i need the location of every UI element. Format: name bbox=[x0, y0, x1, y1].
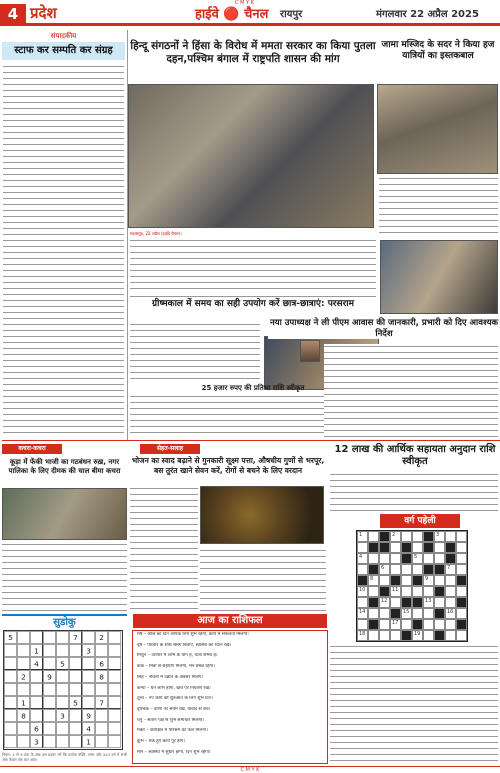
sudoku-cell[interactable] bbox=[108, 709, 121, 722]
sudoku-cell[interactable] bbox=[43, 709, 56, 722]
sudoku-cell[interactable] bbox=[4, 722, 17, 735]
sudoku-cell[interactable] bbox=[95, 644, 108, 657]
pm-awas-body bbox=[324, 344, 498, 440]
sudoku-cell[interactable] bbox=[69, 683, 82, 696]
sudoku-cell[interactable]: 5 bbox=[4, 631, 17, 644]
sudoku-cell[interactable] bbox=[69, 709, 82, 722]
sudoku-cell[interactable]: 3 bbox=[30, 735, 43, 748]
health-body-2 bbox=[200, 548, 326, 612]
sudoku-cell[interactable] bbox=[17, 644, 30, 657]
sudoku-cell[interactable] bbox=[56, 722, 69, 735]
sudoku-cell[interactable]: 9 bbox=[43, 670, 56, 683]
prize-headline: 25 हजार रुपए की प्रतिभा राशि स्वीकृत bbox=[201, 384, 305, 392]
sudoku-cell[interactable] bbox=[43, 722, 56, 735]
sudoku-cell[interactable] bbox=[4, 735, 17, 748]
crossword-grid: 1 2 3 4 5 6 7 8 9 10 11 12 13 14 15 16 17 18 19 bbox=[356, 530, 468, 642]
editorial-label: संपादकीय bbox=[50, 32, 77, 40]
waste-body bbox=[2, 542, 127, 612]
section-title: प्रदेश bbox=[30, 4, 57, 22]
sudoku-cell[interactable]: 7 bbox=[69, 631, 82, 644]
sudoku-cell[interactable]: 8 bbox=[17, 709, 30, 722]
sudoku-cell[interactable]: 2 bbox=[95, 631, 108, 644]
crossword-clues bbox=[330, 644, 498, 764]
horoscope-item: वृष – परिवार के साथ समय बिताएं, स्वास्थ्य का ध्यान रखें। bbox=[137, 642, 232, 648]
pm-awas-headline: नया उपाध्यक्ष ने ली पीएम आवास की जानकारी, प्रभारी को दिए आवश्यक निर्देश bbox=[269, 318, 499, 339]
sudoku-cell[interactable] bbox=[43, 657, 56, 670]
sudoku-cell[interactable] bbox=[17, 657, 30, 670]
sudoku-cell[interactable] bbox=[108, 722, 121, 735]
lead-dateline: महासमुंद, 22 अप्रैल (हाईवे चैनल)। bbox=[130, 231, 182, 236]
sudoku-cell[interactable] bbox=[43, 696, 56, 709]
sudoku-cell[interactable] bbox=[82, 670, 95, 683]
sudoku-cell[interactable]: 6 bbox=[95, 657, 108, 670]
sudoku-cell[interactable] bbox=[95, 722, 108, 735]
city-name: रायपुर bbox=[280, 9, 303, 20]
editorial-title: स्टाफ कर सम्पति कर संग्रह bbox=[2, 42, 125, 60]
sudoku-cell[interactable] bbox=[82, 696, 95, 709]
editorial-body bbox=[3, 64, 124, 436]
waste-headline: कूड़ा में फेंकी भाजी का गठबंधन रुख़, नगर पालिका के लिए दीमक की चाल बीमा कचरा bbox=[2, 458, 127, 476]
sudoku-cell[interactable] bbox=[4, 657, 17, 670]
sudoku-cell[interactable] bbox=[43, 683, 56, 696]
horoscope-list bbox=[132, 630, 328, 764]
horoscope-item: कन्या – धन लाभ होगा, खर्च पर नियंत्रण रखें। bbox=[137, 685, 211, 691]
sudoku-cell[interactable]: 5 bbox=[56, 657, 69, 670]
aid-headline: 12 लाख की आर्थिक सहायता अनुदान राशि स्वीकृत bbox=[334, 444, 496, 467]
health-photo bbox=[200, 486, 324, 544]
sudoku-cell[interactable]: 1 bbox=[30, 644, 43, 657]
sudoku-cell[interactable] bbox=[56, 683, 69, 696]
sudoku-cell[interactable] bbox=[43, 735, 56, 748]
sudoku-cell[interactable] bbox=[4, 644, 17, 657]
sudoku-cell[interactable] bbox=[82, 657, 95, 670]
sudoku-cell[interactable] bbox=[56, 735, 69, 748]
aid-body bbox=[330, 472, 498, 512]
sudoku-cell[interactable] bbox=[95, 735, 108, 748]
sudoku-cell[interactable] bbox=[108, 683, 121, 696]
sudoku-cell[interactable] bbox=[17, 683, 30, 696]
sudoku-cell[interactable] bbox=[4, 670, 17, 683]
horoscope-item: सिंह – नौकरी में उन्नति के अवसर मिलेंगे। bbox=[137, 674, 203, 680]
sudoku-cell[interactable] bbox=[108, 644, 121, 657]
health-body bbox=[130, 486, 198, 612]
sudoku-cell[interactable]: 8 bbox=[95, 670, 108, 683]
group-photo bbox=[380, 240, 498, 314]
sudoku-cell[interactable]: 3 bbox=[82, 644, 95, 657]
sudoku-cell[interactable] bbox=[43, 644, 56, 657]
sudoku-cell[interactable] bbox=[30, 631, 43, 644]
sudoku-cell[interactable] bbox=[108, 670, 121, 683]
sudoku-cell[interactable] bbox=[30, 696, 43, 709]
sudoku-cell[interactable]: 4 bbox=[82, 722, 95, 735]
sudoku-cell[interactable] bbox=[56, 696, 69, 709]
sudoku-cell[interactable] bbox=[69, 722, 82, 735]
sudoku-cell[interactable] bbox=[108, 696, 121, 709]
sudoku-cell[interactable]: 9 bbox=[82, 709, 95, 722]
horoscope-item: कुंभ – रुके हुए कार्य पूरे होंगे। bbox=[137, 739, 185, 745]
sudoku-cell[interactable]: 1 bbox=[82, 735, 95, 748]
jama-photo bbox=[377, 84, 498, 174]
waste-photo bbox=[2, 488, 127, 540]
officer-photo bbox=[300, 340, 320, 362]
sudoku-cell[interactable] bbox=[4, 709, 17, 722]
sudoku-cell[interactable]: 4 bbox=[30, 657, 43, 670]
sudoku-cell[interactable] bbox=[30, 670, 43, 683]
sudoku-cell[interactable] bbox=[69, 644, 82, 657]
sudoku-cell[interactable] bbox=[69, 657, 82, 670]
sudoku-cell[interactable] bbox=[56, 670, 69, 683]
sudoku-cell[interactable] bbox=[4, 683, 17, 696]
sudoku-grid[interactable] bbox=[3, 630, 123, 750]
sudoku-cell[interactable] bbox=[69, 670, 82, 683]
sudoku-cell[interactable] bbox=[82, 683, 95, 696]
sudoku-cell[interactable] bbox=[95, 683, 108, 696]
cmyk-mark: C M Y K bbox=[235, 0, 254, 6]
sudoku-cell[interactable] bbox=[17, 735, 30, 748]
horoscope-item: मेष – आज का दिन आपके लिए शुभ रहेगा, कार्य में सफलता मिलेगी। bbox=[137, 632, 249, 637]
horoscope-item: मकर – कार्यक्षेत्र में परिश्रम का फल मिलेगा। bbox=[137, 728, 208, 734]
health-headline: भोजन का स्वाद बढ़ाने से गुनकारी सूक्ष्म पत्ता, औषधीय गुणों से भरपूर, बस तुरंत खाने सेवन करें, रोगों से बचने के लिए वरदान bbox=[131, 456, 325, 475]
sudoku-cell[interactable] bbox=[17, 631, 30, 644]
issue-date: मंगलवार 22 अप्रैल 2025 bbox=[376, 9, 479, 20]
horoscope-item: मीन – स्वास्थ्य में सुधार होगा, दिन शुभ रहेगा। bbox=[137, 749, 211, 755]
sudoku-cell[interactable] bbox=[95, 709, 108, 722]
sudoku-cell[interactable] bbox=[4, 696, 17, 709]
sudoku-cell[interactable] bbox=[17, 722, 30, 735]
lead-photo bbox=[128, 84, 374, 228]
sudoku-cell[interactable]: 3 bbox=[56, 709, 69, 722]
jama-body bbox=[379, 176, 498, 238]
sudoku-cell[interactable] bbox=[30, 709, 43, 722]
horoscope-title: आज का राशिफल bbox=[133, 614, 327, 628]
sudoku-cell[interactable]: 5 bbox=[69, 696, 82, 709]
summer-headline: ग्रीष्मकाल में समय का सही उपयोग करें छात्र-छात्राएं: परसराम bbox=[130, 296, 376, 310]
horoscope-item: तुला – नए कार्य की शुरुआत के लिए शुभ दिन। bbox=[137, 696, 213, 702]
horoscope-item: कर्क – मित्रों से सहयोग मिलेगा, मन प्रसन्न रहेगा। bbox=[137, 664, 215, 670]
sudoku-title: सुडोकु bbox=[2, 614, 127, 628]
page-footer: C M Y K bbox=[0, 766, 500, 773]
crossword-title: वर्ग पहेली bbox=[380, 514, 460, 528]
horoscope-item: धनु – संतान पक्ष से शुभ समाचार मिलेगा। bbox=[137, 717, 204, 723]
sudoku-cell[interactable] bbox=[56, 631, 69, 644]
sudoku-cell[interactable] bbox=[69, 735, 82, 748]
summer-body bbox=[130, 322, 260, 382]
health-tag: सेहत-सलाह bbox=[140, 444, 200, 454]
sudoku-note: नियम: 1 से 9 तक के अंक इस प्रकार भरें कि प्रत्येक पंक्ति, स्तंभ और 3x3 वर्ग में सभी अंक केवल एक बार आएं। bbox=[2, 752, 127, 762]
sudoku-cell[interactable] bbox=[108, 735, 121, 748]
lead-headline: हिन्दू संगठनों ने हिंसा के विरोध में ममता सरकार का किया पुतला दहन,पश्चिम बंगाल में राष्ट्रपति शासन की मांग bbox=[130, 40, 376, 65]
sudoku-cell[interactable]: 2 bbox=[17, 670, 30, 683]
sudoku-cell[interactable] bbox=[43, 631, 56, 644]
jama-headline: जामा मस्जिद के सदर ने किया हज यात्रियों का इस्तकबाल bbox=[381, 40, 495, 61]
masthead: हाईवे 🔴 चैनल bbox=[195, 7, 269, 22]
sudoku-cell[interactable] bbox=[30, 683, 43, 696]
sudoku-cell[interactable]: 1 bbox=[17, 696, 30, 709]
section-rule bbox=[2, 440, 500, 441]
sudoku-cell[interactable] bbox=[56, 644, 69, 657]
horoscope-item: मिथुन – व्यापार में लाभ के योग हैं, यात्रा संभव है। bbox=[137, 653, 218, 659]
sudoku-cell[interactable] bbox=[108, 657, 121, 670]
sudoku-cell[interactable] bbox=[82, 631, 95, 644]
horoscope-item: वृश्चिक – वाणी पर संयम रखें, विवाद से बचें। bbox=[137, 706, 211, 712]
lead-body bbox=[130, 238, 376, 294]
sudoku-cell[interactable] bbox=[108, 631, 121, 644]
sudoku-cell[interactable]: 6 bbox=[30, 722, 43, 735]
waste-tag: कचरा-कचरा bbox=[2, 444, 62, 454]
page-number: 4 bbox=[0, 4, 26, 24]
sudoku-cell[interactable]: 7 bbox=[95, 696, 108, 709]
